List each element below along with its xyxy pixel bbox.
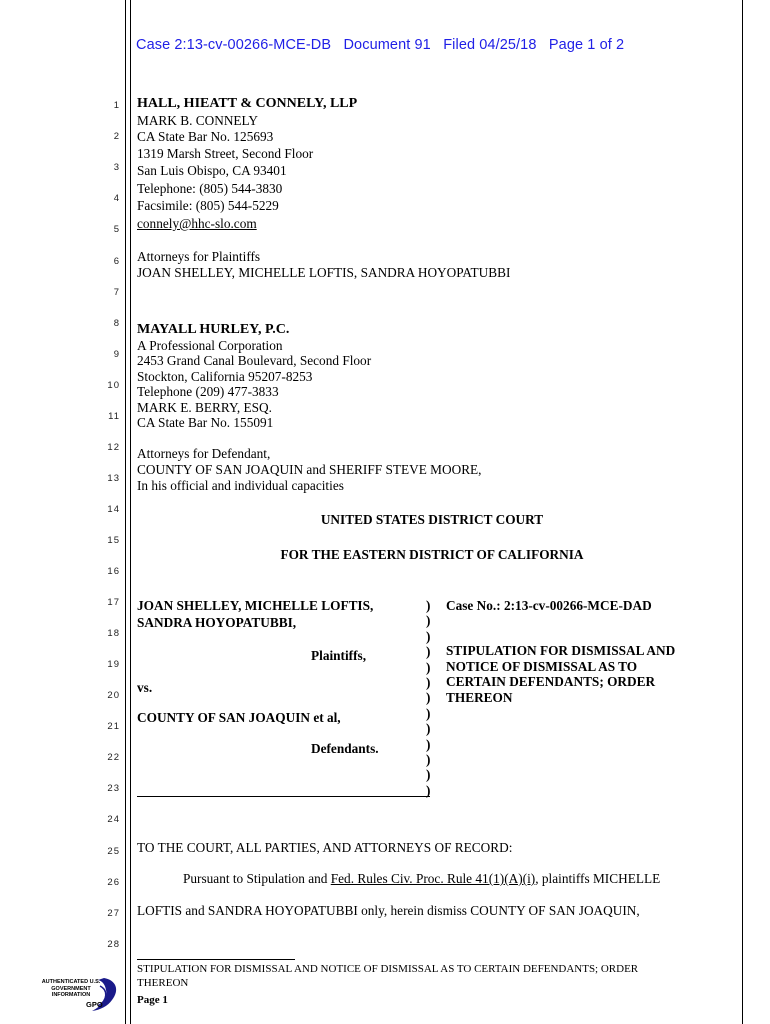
firm1-name: HALL, HIEATT & CONNELY, LLP: [137, 96, 358, 111]
court-district: FOR THE EASTERN DISTRICT OF CALIFORNIA: [280, 547, 584, 562]
document-title-line: THEREON: [446, 690, 513, 705]
firm2-name: MAYALL HURLEY, P.C.: [137, 322, 290, 337]
line-number: 1: [113, 100, 120, 111]
line-number: 26: [107, 877, 120, 888]
gpo-eagle-icon: [42, 974, 122, 1014]
line-number: 7: [113, 287, 120, 298]
firm1-attorneys-for: Attorneys for Plaintiffs: [137, 249, 261, 264]
firm1-line: Telephone: (805) 544-3830: [137, 181, 283, 196]
plaintiffs-label: Plaintiffs,: [311, 648, 367, 663]
firm1-line: MARK B. CONNELY: [137, 113, 258, 128]
document-title-line: STIPULATION FOR DISMISSAL AND: [446, 643, 676, 658]
case-number: Case No.: 2:13-cv-00266-MCE-DAD: [446, 598, 652, 613]
line-number: 20: [107, 690, 120, 701]
line-number: 23: [107, 783, 120, 794]
firm1-line: Facsimile: (805) 544-5229: [137, 198, 279, 213]
caption-parentheses: ) ) ) ) ) ) ) ) ) ) ) ) ): [426, 598, 431, 798]
body-paragraph-line: [183, 871, 660, 887]
footer-title: THEREON: [137, 977, 189, 989]
firm1-email-link[interactable]: connely@hhc-slo.com: [137, 216, 257, 231]
document-title-line: NOTICE OF DISMISSAL AS TO: [446, 659, 638, 674]
firm2-line: Telephone (209) 477-3833: [137, 384, 279, 399]
firm1-line: CA State Bar No. 125693: [137, 129, 274, 144]
gpo-label: GPO: [86, 1000, 103, 1009]
left-margin-rule-2: [130, 0, 131, 1024]
body-text: , plaintiffs MICHELLE: [535, 871, 661, 886]
line-number: 25: [107, 846, 120, 857]
firm2-line: MARK E. BERRY, ESQ.: [137, 400, 272, 415]
line-number: 4: [113, 193, 120, 204]
line-number: 14: [107, 504, 120, 515]
rule-citation-link[interactable]: Fed. Rules Civ. Proc. Rule 41(1)(A)(i): [330, 871, 536, 886]
firm2-line: 2453 Grand Canal Boulevard, Second Floor: [137, 353, 372, 368]
firm2-line: Stockton, California 95207-8253: [137, 369, 313, 384]
defendants-label: Defendants.: [311, 741, 379, 756]
caption-vs: vs.: [137, 680, 153, 695]
firm2-line: CA State Bar No. 155091: [137, 415, 274, 430]
firm1-line: San Luis Obispo, CA 93401: [137, 163, 287, 178]
line-number: 13: [107, 473, 120, 484]
salutation: TO THE COURT, ALL PARTIES, AND ATTORNEYS OF RECORD:: [137, 840, 513, 855]
line-number: 10: [107, 380, 120, 391]
line-number: 11: [108, 411, 120, 422]
line-number: 17: [107, 597, 120, 608]
firm2-attorneys-for: Attorneys for Defendant,: [137, 446, 271, 461]
line-number: 27: [107, 908, 120, 919]
caption-defendant: COUNTY OF SAN JOAQUIN et al,: [137, 710, 341, 725]
body-paragraph-line: LOFTIS and SANDRA HOYOPATUBBI only, herein dismiss COUNTY OF SAN JOAQUIN,: [137, 903, 640, 918]
footer-rule: [137, 959, 295, 960]
firm2-clients: COUNTY OF SAN JOAQUIN and SHERIFF STEVE MOORE,: [137, 462, 482, 477]
firm1-line: 1319 Marsh Street, Second Floor: [137, 146, 314, 161]
line-number: 12: [107, 442, 120, 453]
line-number: 22: [107, 752, 120, 763]
line-number: 8: [113, 318, 120, 329]
gpo-authentication-text: AUTHENTICATED U.S. GOVERNMENT INFORMATION: [41, 979, 101, 998]
line-number: 16: [107, 566, 120, 577]
firm2-capacity: In his official and individual capacities: [137, 478, 344, 493]
line-number: 21: [107, 721, 120, 732]
line-number: 28: [107, 939, 120, 950]
firm1-clients: JOAN SHELLEY, MICHELLE LOFTIS, SANDRA HOYOPATUBBI: [137, 265, 511, 280]
line-number: 3: [113, 162, 120, 173]
caption-plaintiffs: JOAN SHELLEY, MICHELLE LOFTIS,: [137, 598, 374, 613]
firm2-line: A Professional Corporation: [137, 338, 283, 353]
ecf-header: Case 2:13-cv-00266-MCE-DB Document 91 Filed 04/25/18 Page 1 of 2: [136, 37, 625, 53]
line-number: 6: [113, 256, 120, 267]
line-number: 9: [113, 349, 120, 360]
line-number: 2: [113, 131, 120, 142]
document-title-line: CERTAIN DEFENDANTS; ORDER: [446, 674, 656, 689]
left-margin-rule-1: [125, 0, 126, 1024]
right-margin-rule: [742, 0, 743, 1024]
line-number: 19: [107, 659, 120, 670]
line-number: 15: [107, 535, 120, 546]
caption-plaintiffs: SANDRA HOYOPATUBBI,: [137, 615, 297, 630]
line-number: 18: [107, 628, 120, 639]
line-number: 24: [107, 814, 120, 825]
line-number: 5: [113, 224, 120, 235]
caption-underline: [137, 796, 430, 797]
footer-page-number: Page 1: [137, 994, 168, 1006]
body-text: Pursuant to Stipulation and: [183, 871, 331, 886]
court-name: UNITED STATES DISTRICT COURT: [320, 512, 544, 527]
footer-title: STIPULATION FOR DISMISSAL AND NOTICE OF DISMISSAL AS TO CERTAIN DEFENDANTS; ORDER: [137, 963, 639, 975]
